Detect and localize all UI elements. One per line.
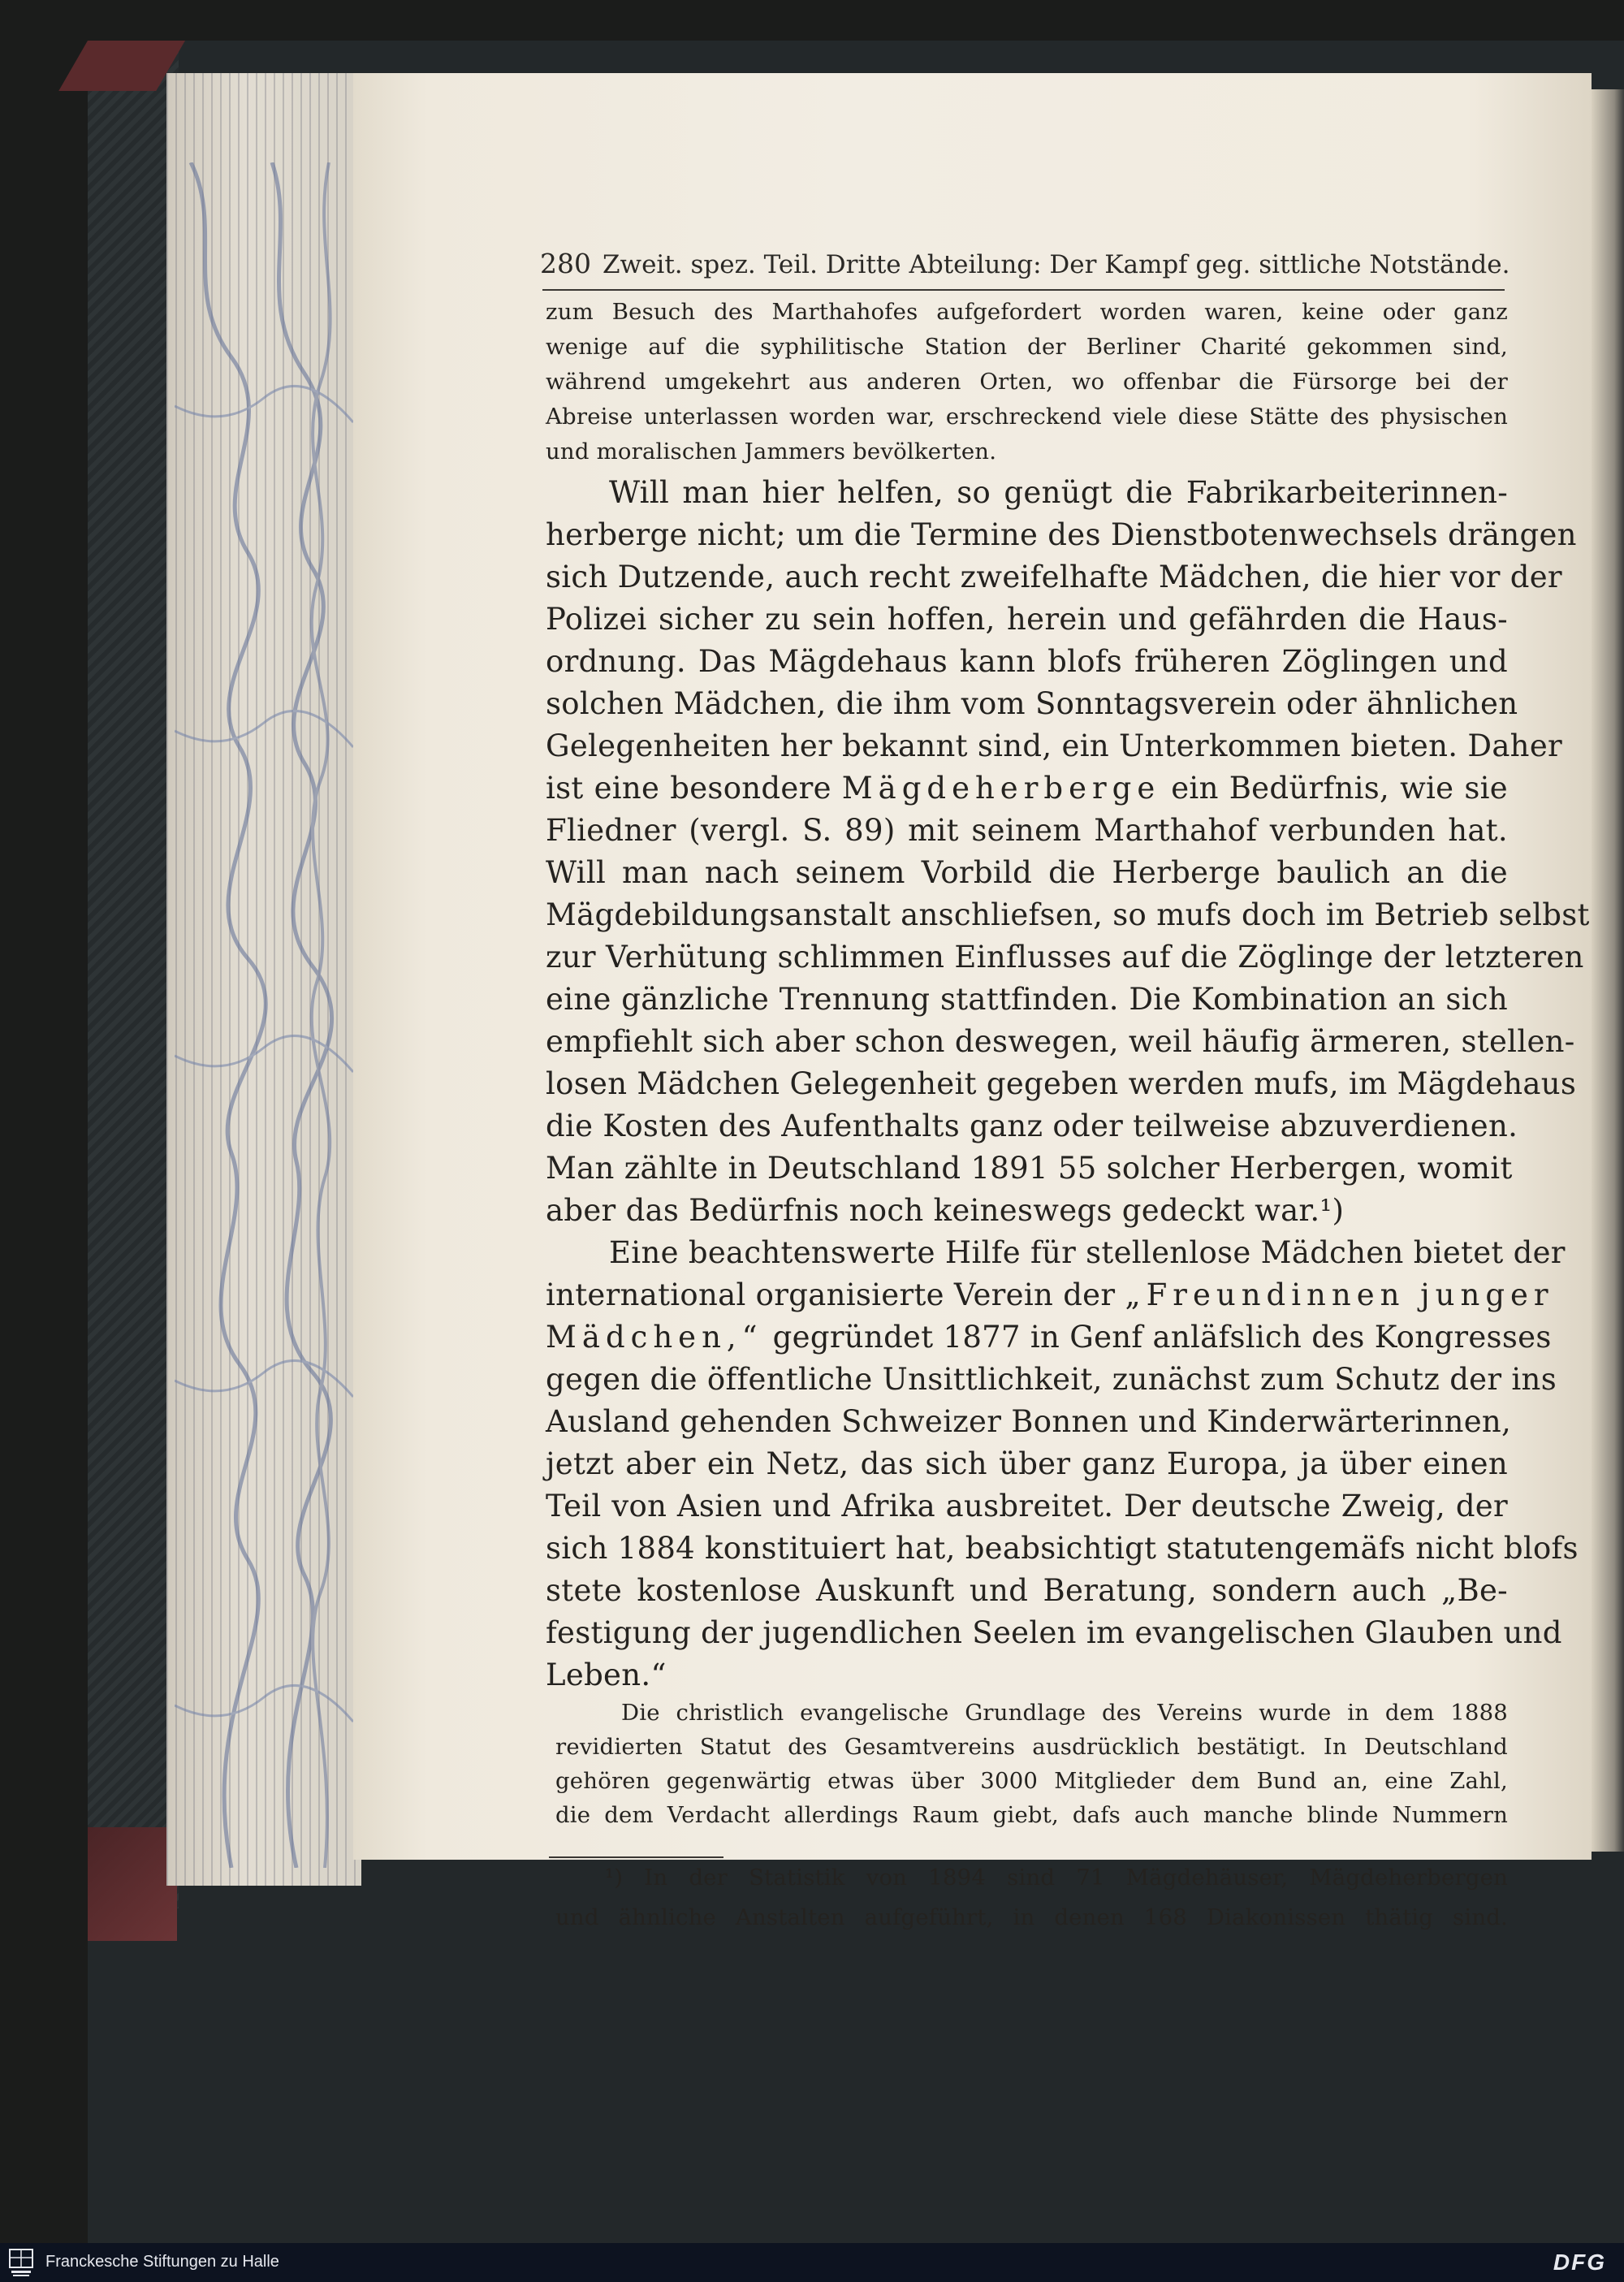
text-line: Eine beachtenswerte Hilfe für stellenlose Mädchen bietet der (609, 1235, 1566, 1270)
text-line: jetzt aber ein Netz, das sich über ganz Europa, ja über einen (546, 1446, 1508, 1481)
text-line: Will man nach seinem Vorbild die Herberge baulich an die (546, 855, 1508, 890)
text-line: Gelegenheiten her bekannt sind, ein Unterkommen bieten. Daher (546, 728, 1562, 763)
text-line: sich 1884 konstituiert hat, beabsichtigt statutengemäfs nicht blofs (546, 1531, 1579, 1566)
text-line: sich Dutzende, auch recht zweifelhafte Mädchen, die hier vor der (546, 560, 1562, 594)
text-line: aber das Bedürfnis noch keineswegs gedeckt war.¹) (546, 1193, 1345, 1228)
text-line: revidierten Statut des Gesamtvereins ausdrücklich bestätigt. In Deutschland (555, 1734, 1508, 1760)
page-right-edge (1592, 89, 1624, 1852)
text-line: und moralischen Jammers bevölkerten. (546, 439, 997, 465)
page-number: 280 (540, 248, 591, 279)
text-line: Mägdebildungsanstalt anschliefsen, so mufs doch im Betrieb selbst (546, 897, 1590, 932)
text-line (546, 1277, 1554, 1312)
text-line: stete kostenlose Auskunft und Beratung, sondern auch „Be- (546, 1573, 1508, 1608)
running-title: Zweit. spez. Teil. Dritte Abteilung: Der Kampf geg. sittliche Notstände. (603, 250, 1510, 279)
viewer-footer (0, 2243, 1624, 2282)
text-line (546, 771, 1508, 806)
text-line: zur Verhütung schlimmen Einflusses auf die Zöglinge der letzteren (546, 940, 1584, 975)
text-line: empfiehlt sich aber schon deswegen, weil häufig ärmeren, stellen- (546, 1024, 1575, 1059)
footnote-rule (549, 1856, 723, 1858)
text-line: festigung der jugendlichen Seelen im evangelischen Glauben und (546, 1615, 1562, 1650)
text-line: eine gänzliche Trennung stattfinden. Die Kombination an sich (546, 982, 1508, 1017)
running-header (540, 248, 1510, 288)
text-line: gehören gegenwärtig etwas über 3000 Mitglieder dem Bund an, eine Zahl, (555, 1768, 1508, 1794)
leather-corner-bottom (88, 1827, 177, 1941)
emphasis-spaced: „Freundinnen junger (1125, 1277, 1554, 1312)
footnote-line: und ähnliche Anstalten aufgeführt, in denen 168 Diakonissen thätig sind. (555, 1904, 1508, 1930)
text-line: gegen die öffentliche Unsittlichkeit, zunächst zum Schutz der ins (546, 1362, 1557, 1397)
text-run: international organisierte Verein der (546, 1277, 1125, 1312)
text-line: losen Mädchen Gelegenheit gegeben werden mufs, im Mägdehaus (546, 1066, 1577, 1101)
text-line: Abreise unterlassen worden war, erschreckend viele diese Stätte des physischen (546, 404, 1508, 430)
text-run: ist eine besondere (546, 771, 842, 806)
text-line: zum Besuch des Marthahofes aufgefordert worden waren, keine oder ganz (546, 299, 1508, 325)
book-spine (88, 41, 179, 1908)
dfg-logo: DFG (1553, 2250, 1606, 2275)
text-line: Will man hier helfen, so genügt die Fabrikarbeiterinnen- (609, 475, 1508, 510)
text-line: solchen Mädchen, die ihm vom Sonntagsverein oder ähnlichen (546, 686, 1518, 721)
text-line (546, 1320, 1552, 1355)
text-run: gegründet 1877 in Genf anläfslich des Kongresses (762, 1320, 1552, 1355)
text-line: die Kosten des Aufenthalts ganz oder teilweise abzuverdienen. (546, 1109, 1518, 1143)
text-line: während umgekehrt aus anderen Orten, wo offenbar die Fürsorge bei der (546, 369, 1508, 395)
text-line: wenige auf die syphilitische Station der Berliner Charité gekommen sind, (546, 334, 1508, 360)
emphasis-spaced: Mägdeherberge (841, 771, 1161, 806)
text-run: ein Bedürfnis, wie sie (1160, 771, 1508, 806)
text-line: Ausland gehenden Schweizer Bonnen und Kinderwärterinnen, (546, 1404, 1512, 1439)
footnote-line: ¹) In der Statistik von 1894 sind 71 Mägdehäuser, Mägdeherbergen (605, 1865, 1508, 1891)
text-line: Teil von Asien und Afrika ausbreitet. Der deutsche Zweig, der (546, 1489, 1508, 1523)
institution-logo-icon (6, 2246, 36, 2279)
text-line: Leben.“ (546, 1657, 667, 1692)
header-rule (542, 289, 1505, 291)
text-line: herberge nicht; um die Termine des Dienstbotenwechsels drängen (546, 517, 1577, 552)
institution-name: Franckesche Stiftungen zu Halle (45, 2253, 279, 2271)
text-line: Polizei sicher zu sein hoffen, herein und gefährden die Haus- (546, 602, 1508, 637)
marbled-edge-pattern (175, 162, 353, 1868)
text-line: Man zählte in Deutschland 1891 55 solcher Herbergen, womit (546, 1151, 1513, 1186)
text-line: Fliedner (vergl. S. 89) mit seinem Marthahof verbunden hat. (546, 813, 1508, 848)
text-line: Die christlich evangelische Grundlage des Vereins wurde in dem 1888 (621, 1700, 1508, 1726)
emphasis-spaced: Mädchen,“ (546, 1320, 763, 1355)
text-line: ordnung. Das Mägdehaus kann blofs früheren Zöglingen und (546, 644, 1508, 679)
text-line: die dem Verdacht allerdings Raum giebt, dafs auch manche blinde Nummern (555, 1802, 1508, 1828)
